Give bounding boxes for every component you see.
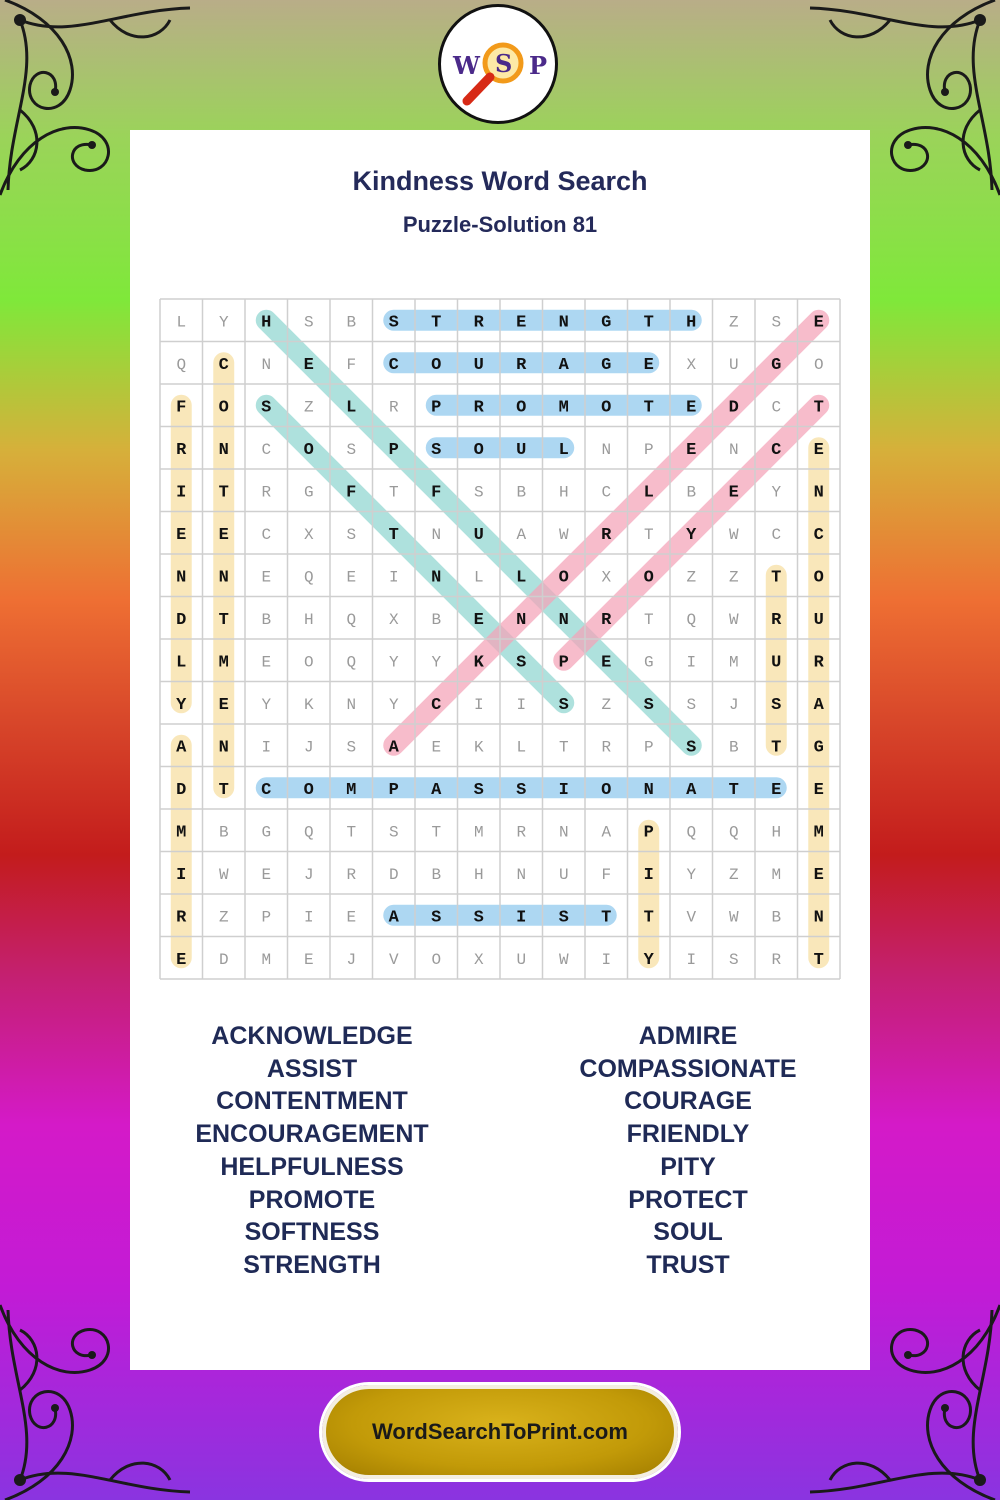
grid-letter[interactable]: D xyxy=(218,950,229,969)
grid-letter[interactable]: X xyxy=(303,525,314,544)
grid-letter[interactable]: G xyxy=(261,823,272,842)
page-subtitle: Puzzle-Solution 81 xyxy=(402,212,598,237)
grid-letter[interactable]: L xyxy=(473,568,484,587)
grid-letter-found[interactable]: I xyxy=(643,865,654,885)
grid-letter[interactable]: A xyxy=(516,525,527,544)
grid-letter-found[interactable]: O xyxy=(601,398,612,418)
grid-letter-found[interactable]: F xyxy=(176,398,187,418)
grid-letter-found[interactable]: O xyxy=(473,440,484,460)
grid-letter[interactable]: X xyxy=(686,355,697,374)
grid-letter-found[interactable]: S xyxy=(473,780,484,800)
grid-letter-found[interactable]: H xyxy=(261,313,272,333)
grid-letter[interactable]: P xyxy=(643,738,654,757)
grid-letter[interactable]: J xyxy=(303,865,314,884)
grid-letter[interactable]: S xyxy=(346,525,357,544)
grid-letter[interactable]: K xyxy=(473,738,484,757)
grid-letter-found[interactable]: E xyxy=(686,398,697,418)
grid-letter[interactable]: T xyxy=(388,483,399,502)
grid-letter[interactable]: B xyxy=(431,865,442,884)
grid-letter-found[interactable]: A xyxy=(813,695,824,715)
page-title: Kindness Word Search xyxy=(352,166,648,196)
grid-letter-found[interactable]: E xyxy=(813,440,824,460)
grid-letter-found[interactable]: K xyxy=(473,653,484,673)
grid-letter-found[interactable]: M xyxy=(218,653,229,673)
grid-letter[interactable]: W xyxy=(558,950,569,969)
grid-letter-found[interactable]: O xyxy=(303,780,314,800)
grid-letter[interactable]: Z xyxy=(686,568,697,587)
grid-letter-found[interactable]: N xyxy=(218,440,229,460)
grid-letter[interactable]: K xyxy=(303,695,314,714)
grid-letter-found[interactable]: D xyxy=(176,610,187,630)
grid-letter[interactable]: Y xyxy=(261,695,272,714)
grid-letter-found[interactable]: E xyxy=(176,525,187,545)
grid-letter[interactable]: Q xyxy=(176,355,187,374)
grid-letter-found[interactable]: M xyxy=(346,780,357,800)
grid-letter-found[interactable]: A xyxy=(176,738,187,758)
grid-letter-found[interactable]: R xyxy=(601,610,612,630)
grid-letter[interactable]: I xyxy=(686,653,697,672)
grid-letter-found[interactable]: Y xyxy=(176,695,187,715)
grid-letter[interactable]: W xyxy=(558,525,569,544)
grid-letter[interactable]: T xyxy=(643,610,654,629)
grid-letter[interactable]: Z xyxy=(601,695,612,714)
grid-letter[interactable]: N xyxy=(516,865,527,884)
grid-letter[interactable]: S xyxy=(686,695,697,714)
grid-letter[interactable]: H xyxy=(771,823,782,842)
grid-letter-found[interactable]: C xyxy=(261,780,272,800)
word-list-item: HELPFULNESS xyxy=(220,1152,404,1181)
grid-letter[interactable]: B xyxy=(261,610,272,629)
grid-letter[interactable]: I xyxy=(388,568,399,587)
grid-letter[interactable]: G xyxy=(643,653,654,672)
grid-letter-found[interactable]: S xyxy=(388,313,399,333)
grid-letter[interactable]: U xyxy=(728,355,739,374)
grid-letter[interactable]: C xyxy=(771,398,782,417)
grid-letter[interactable]: Q xyxy=(728,823,739,842)
grid-letter-found[interactable]: M xyxy=(558,398,569,418)
grid-letter-found[interactable]: A xyxy=(431,780,442,800)
grid-letter-found[interactable]: R xyxy=(176,908,187,928)
word-list-item: FRIENDLY xyxy=(626,1120,750,1149)
grid-letter-found[interactable]: N xyxy=(558,313,569,333)
grid-letter[interactable]: X xyxy=(388,610,399,629)
grid-letter[interactable]: I xyxy=(261,738,272,757)
grid-letter[interactable]: W xyxy=(728,610,739,629)
grid-letter[interactable]: E xyxy=(261,568,272,587)
grid-letter-found[interactable]: N xyxy=(431,568,442,588)
grid-letter-found[interactable]: O xyxy=(558,568,569,588)
grid-letter-found[interactable]: Y xyxy=(686,525,697,545)
grid-letter[interactable]: Z xyxy=(728,568,739,587)
word-list-item: ASSIST xyxy=(266,1054,358,1083)
grid-letter[interactable]: B xyxy=(431,610,442,629)
grid-letter-found[interactable]: R xyxy=(813,653,824,673)
grid-letter-found[interactable]: L xyxy=(558,440,569,460)
grid-letter[interactable]: H xyxy=(558,483,569,502)
grid-letter-found[interactable]: Y xyxy=(643,950,654,970)
puzzle-sheet xyxy=(130,130,870,1370)
grid-letter-found[interactable]: T xyxy=(601,908,612,928)
grid-letter-found[interactable]: N xyxy=(643,780,654,800)
word-list-item: STRENGTH xyxy=(243,1250,381,1279)
grid-letter-found[interactable]: T xyxy=(643,908,654,928)
grid-letter-found[interactable]: T xyxy=(643,313,654,333)
grid-letter-found[interactable]: E xyxy=(813,780,824,800)
grid-letter[interactable]: V xyxy=(686,908,697,927)
grid-letter-found[interactable]: G xyxy=(813,738,824,758)
grid-letter[interactable]: P xyxy=(261,908,272,927)
grid-letter-found[interactable]: S xyxy=(771,695,782,715)
grid-letter-found[interactable]: S xyxy=(431,440,442,460)
grid-letter-found[interactable]: R xyxy=(771,610,782,630)
grid-letter-found[interactable]: S xyxy=(686,738,697,758)
grid-letter[interactable]: R xyxy=(771,950,782,969)
grid-letter-found[interactable]: E xyxy=(218,695,229,715)
logo-letter-p: P xyxy=(529,51,548,80)
grid-letter[interactable]: B xyxy=(516,483,527,502)
grid-letter-found[interactable]: T xyxy=(218,483,229,503)
grid-letter-found[interactable]: E xyxy=(771,780,782,800)
logo-letter-w: W xyxy=(453,51,480,80)
grid-letter[interactable]: X xyxy=(473,950,484,969)
grid-letter[interactable]: E xyxy=(431,738,442,757)
word-list-item: PROMOTE xyxy=(248,1185,376,1214)
grid-letter[interactable]: Z xyxy=(303,398,314,417)
grid-letter[interactable]: W xyxy=(728,525,739,544)
grid-letter-found[interactable]: D xyxy=(176,780,187,800)
grid-letter[interactable]: M xyxy=(771,865,782,884)
grid-letter-found[interactable]: M xyxy=(813,823,824,843)
grid-letter[interactable]: U xyxy=(516,950,527,969)
grid-letter-found[interactable]: T xyxy=(388,525,399,545)
grid-letter[interactable]: I xyxy=(686,950,697,969)
grid-letter[interactable]: Q xyxy=(686,610,697,629)
grid-letter-found[interactable]: L xyxy=(176,653,187,673)
grid-letter-found[interactable]: S xyxy=(643,695,654,715)
grid-letter-found[interactable]: O xyxy=(431,355,442,375)
word-list-left xyxy=(162,1020,462,1282)
grid-letter[interactable]: V xyxy=(388,950,399,969)
grid-letter[interactable]: Y xyxy=(218,313,229,332)
grid-letter-found[interactable]: A xyxy=(558,355,569,375)
grid-letter[interactable]: T xyxy=(643,525,654,544)
grid-letter[interactable]: H xyxy=(473,865,484,884)
grid-letter[interactable]: Q xyxy=(686,823,697,842)
grid-letter[interactable]: B xyxy=(686,483,697,502)
grid-letter-found[interactable]: T xyxy=(643,398,654,418)
grid-letter-found[interactable]: E xyxy=(601,653,612,673)
grid-letter[interactable]: S xyxy=(346,440,357,459)
word-list-item: COMPASSIONATE xyxy=(579,1054,797,1083)
grid-letter[interactable]: Z xyxy=(728,865,739,884)
grid-letter[interactable]: R xyxy=(601,738,612,757)
grid-letter-found[interactable]: I xyxy=(176,483,187,503)
grid-letter-found[interactable]: T xyxy=(218,610,229,630)
grid-letter-found[interactable]: O xyxy=(303,440,314,460)
grid-letter-found[interactable]: P xyxy=(558,653,569,673)
grid-letter[interactable]: F xyxy=(346,355,357,374)
grid-letter[interactable]: J xyxy=(346,950,357,969)
grid-letter-found[interactable]: G xyxy=(771,355,782,375)
grid-letter[interactable]: C xyxy=(261,440,272,459)
grid-letter-found[interactable]: C xyxy=(388,355,399,375)
grid-letter-found[interactable]: E xyxy=(516,313,527,333)
grid-letter-found[interactable]: E xyxy=(643,355,654,375)
grid-letter-found[interactable]: P xyxy=(431,398,442,418)
word-list-item: ADMIRE xyxy=(638,1022,738,1050)
grid-letter[interactable]: I xyxy=(516,695,527,714)
grid-letter[interactable]: Q xyxy=(303,823,314,842)
grid-letter-found[interactable]: C xyxy=(813,525,824,545)
grid-letter-found[interactable]: O xyxy=(813,568,824,588)
grid-letter[interactable]: H xyxy=(303,610,314,629)
grid-letter-found[interactable]: R xyxy=(473,398,484,418)
grid-letter[interactable]: J xyxy=(303,738,314,757)
grid-letter-found[interactable]: E xyxy=(813,313,824,333)
grid-letter[interactable]: G xyxy=(303,483,314,502)
grid-letter[interactable]: E xyxy=(261,865,272,884)
grid-letter-found[interactable]: T xyxy=(813,950,824,970)
grid-letter[interactable]: N xyxy=(261,355,272,374)
grid-letter-found[interactable]: O xyxy=(601,780,612,800)
grid-letter-found[interactable]: S xyxy=(558,695,569,715)
grid-letter-found[interactable]: E xyxy=(686,440,697,460)
grid-letter-found[interactable]: R xyxy=(601,525,612,545)
grid-letter[interactable]: C xyxy=(771,525,782,544)
grid-letter[interactable]: Z xyxy=(728,313,739,332)
grid-letter-found[interactable]: E xyxy=(176,950,187,970)
grid-letter[interactable]: N xyxy=(601,440,612,459)
grid-letter[interactable]: E xyxy=(261,653,272,672)
grid-letter[interactable]: S xyxy=(346,738,357,757)
grid-letter-found[interactable]: N xyxy=(813,483,824,503)
grid-letter[interactable]: Q xyxy=(303,568,314,587)
grid-letter-found[interactable]: N xyxy=(218,738,229,758)
grid-letter-found[interactable]: R xyxy=(516,355,527,375)
grid-letter-found[interactable]: E xyxy=(728,483,739,503)
grid-letter-found[interactable]: E xyxy=(813,865,824,885)
grid-letter[interactable]: S xyxy=(771,313,782,332)
word-list-item: ENCOURAGEMENT xyxy=(195,1120,429,1149)
grid-letter[interactable]: R xyxy=(516,823,527,842)
word-list-item: TRUST xyxy=(646,1250,730,1279)
grid-letter[interactable]: B xyxy=(728,738,739,757)
grid-letter-found[interactable]: S xyxy=(516,780,527,800)
grid-letter-found[interactable]: C xyxy=(771,440,782,460)
word-list-item: PITY xyxy=(660,1152,716,1181)
grid-letter[interactable]: J xyxy=(728,695,739,714)
word-list-item: COURAGE xyxy=(624,1087,752,1116)
grid-letter[interactable]: T xyxy=(558,738,569,757)
word-list-item: ACKNOWLEDGE xyxy=(211,1022,413,1050)
grid-letter-found[interactable]: A xyxy=(388,908,399,928)
word-list-item: CONTENTMENT xyxy=(216,1087,408,1116)
grid-letter-found[interactable]: U xyxy=(473,355,484,375)
grid-letter[interactable]: R xyxy=(346,865,357,884)
grid-letter[interactable]: E xyxy=(346,908,357,927)
grid-letter-found[interactable]: E xyxy=(473,610,484,630)
word-search-grid[interactable] xyxy=(159,298,841,980)
grid-letter[interactable]: Y xyxy=(686,865,697,884)
grid-letter[interactable]: Y xyxy=(431,653,442,672)
grid-letter[interactable]: B xyxy=(218,823,229,842)
grid-letter-found[interactable]: N xyxy=(558,610,569,630)
grid-letter[interactable]: Q xyxy=(346,653,357,672)
grid-letter[interactable]: S xyxy=(303,313,314,332)
grid-letter-found[interactable]: S xyxy=(516,653,527,673)
grid-letter-found[interactable]: T xyxy=(771,738,782,758)
grid-letter-found[interactable]: L xyxy=(643,483,654,503)
grid-letter[interactable]: S xyxy=(473,483,484,502)
grid-letter[interactable]: M xyxy=(728,653,739,672)
grid-letter-found[interactable]: T xyxy=(431,313,442,333)
grid-letter[interactable]: E xyxy=(303,950,314,969)
grid-letter[interactable]: Y xyxy=(388,695,399,714)
grid-letter[interactable]: P xyxy=(643,440,654,459)
logo-letter-s: S xyxy=(495,49,513,78)
grid-letter-found[interactable]: N xyxy=(813,908,824,928)
grid-letter[interactable]: L xyxy=(516,738,527,757)
grid-letter-found[interactable]: P xyxy=(388,440,399,460)
grid-letter[interactable]: O xyxy=(303,653,314,672)
grid-letter-found[interactable]: R xyxy=(176,440,187,460)
grid-letter[interactable]: N xyxy=(558,823,569,842)
grid-letter[interactable]: B xyxy=(346,313,357,332)
grid-letter[interactable]: I xyxy=(473,695,484,714)
grid-letter-found[interactable]: T xyxy=(728,780,739,800)
grid-letter-found[interactable]: U xyxy=(813,610,824,630)
grid-letter[interactable]: N xyxy=(728,440,739,459)
grid-letter[interactable]: Q xyxy=(346,610,357,629)
grid-letter[interactable]: T xyxy=(346,823,357,842)
grid-letter-found[interactable]: S xyxy=(473,908,484,928)
grid-letter-found[interactable]: D xyxy=(728,398,739,418)
grid-letter-found[interactable]: I xyxy=(176,865,187,885)
grid-letter-found[interactable]: S xyxy=(261,398,272,418)
grid-letter[interactable]: B xyxy=(771,908,782,927)
grid-letter-found[interactable]: F xyxy=(431,483,442,503)
grid-letter[interactable]: L xyxy=(176,313,187,332)
grid-letter[interactable]: I xyxy=(303,908,314,927)
grid-letter-found[interactable]: I xyxy=(558,780,569,800)
grid-letter-found[interactable]: O xyxy=(516,398,527,418)
grid-letter-found[interactable]: T xyxy=(771,568,782,588)
grid-letter-found[interactable]: S xyxy=(558,908,569,928)
grid-letter[interactable]: O xyxy=(813,355,824,374)
grid-letter-found[interactable]: S xyxy=(431,908,442,928)
grid-letter-found[interactable]: C xyxy=(218,355,229,375)
grid-letter[interactable]: Y xyxy=(388,653,399,672)
grid-letter[interactable]: S xyxy=(388,823,399,842)
grid-letter[interactable]: E xyxy=(346,568,357,587)
grid-letter[interactable]: C xyxy=(601,483,612,502)
grid-letter[interactable]: W xyxy=(218,865,229,884)
grid-letter[interactable]: T xyxy=(431,823,442,842)
grid-letter[interactable]: O xyxy=(431,950,442,969)
grid-letter[interactable]: S xyxy=(728,950,739,969)
grid-letter[interactable]: X xyxy=(601,568,612,587)
grid-letter[interactable]: U xyxy=(558,865,569,884)
grid-letter[interactable]: D xyxy=(388,865,399,884)
grid-letter[interactable]: F xyxy=(601,865,612,884)
word-list-item: PROTECT xyxy=(628,1185,748,1214)
grid-letter-found[interactable]: U xyxy=(473,525,484,545)
grid-letter-found[interactable]: G xyxy=(601,313,612,333)
grid-letter-found[interactable]: U xyxy=(516,440,527,460)
site-link-button[interactable]: WordSearchToPrint.com xyxy=(322,1385,678,1479)
grid-letter-found[interactable]: A xyxy=(686,780,697,800)
word-list-right xyxy=(538,1020,838,1282)
grid-letter-found[interactable]: E xyxy=(218,525,229,545)
grid-letter-found[interactable]: N xyxy=(516,610,527,630)
grid-letter[interactable]: Z xyxy=(218,908,229,927)
grid-letter-found[interactable]: T xyxy=(813,398,824,418)
grid-letter-found[interactable]: E xyxy=(303,355,314,375)
grid-letter[interactable]: W xyxy=(728,908,739,927)
grid-letter[interactable]: N xyxy=(431,525,442,544)
grid-letter-found[interactable]: I xyxy=(516,908,527,928)
grid-letter-found[interactable]: T xyxy=(218,780,229,800)
grid-letter-found[interactable]: A xyxy=(388,738,399,758)
grid-letter-found[interactable]: P xyxy=(388,780,399,800)
grid-letter-found[interactable]: N xyxy=(176,568,187,588)
grid-letter-found[interactable]: P xyxy=(643,823,654,843)
wsp-logo[interactable] xyxy=(438,4,558,124)
grid-letter[interactable]: M xyxy=(473,823,484,842)
word-list-item: SOFTNESS xyxy=(244,1218,380,1247)
grid-letter-found[interactable]: C xyxy=(431,695,442,715)
grid-letter-found[interactable]: R xyxy=(473,313,484,333)
grid-letter[interactable]: R xyxy=(388,398,399,417)
grid-letter-found[interactable]: F xyxy=(346,483,357,503)
grid-letter-found[interactable]: M xyxy=(176,823,187,843)
grid-letter-found[interactable]: H xyxy=(686,313,697,333)
grid-letter-found[interactable]: O xyxy=(643,568,654,588)
grid-letter-found[interactable]: U xyxy=(771,653,782,673)
grid-letter-found[interactable]: N xyxy=(218,568,229,588)
word-list-item: SOUL xyxy=(653,1218,723,1247)
grid-letter-found[interactable]: L xyxy=(346,398,357,418)
grid-letter-found[interactable]: G xyxy=(601,355,612,375)
grid-letter[interactable]: Y xyxy=(771,483,782,502)
grid-letter[interactable]: C xyxy=(261,525,272,544)
grid-letter-found[interactable]: L xyxy=(516,568,527,588)
grid-letter[interactable]: I xyxy=(601,950,612,969)
grid-letter-found[interactable]: O xyxy=(218,398,229,418)
grid-letter[interactable]: A xyxy=(601,823,612,842)
grid-letter[interactable]: N xyxy=(346,695,357,714)
grid-letter[interactable]: R xyxy=(261,483,272,502)
grid-letter[interactable]: M xyxy=(261,950,272,969)
